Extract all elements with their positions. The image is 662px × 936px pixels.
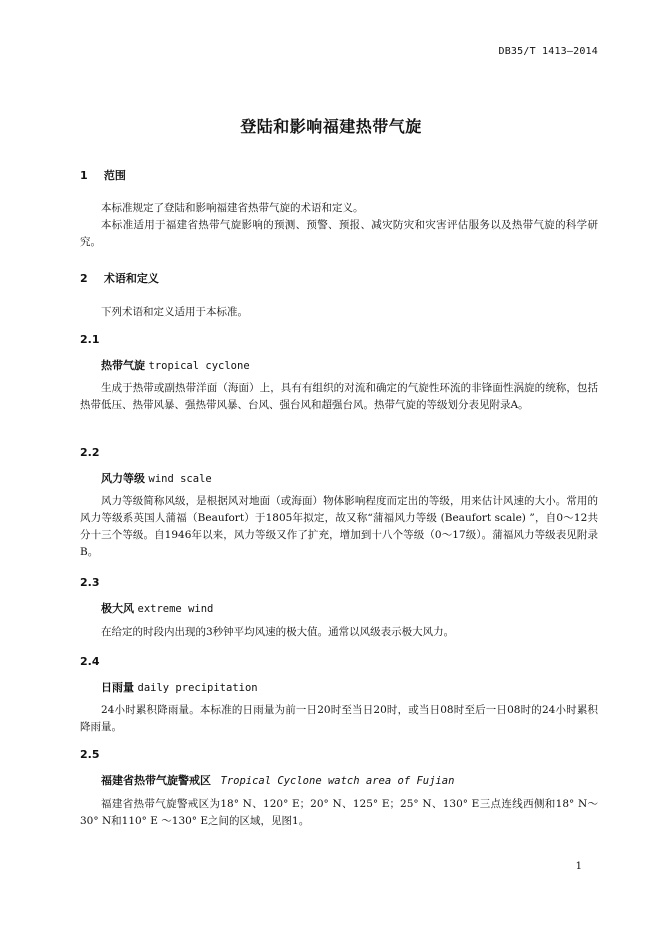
section-number: 2 xyxy=(80,272,88,285)
clause-number: 2.3 xyxy=(80,576,100,589)
paragraph: 生成于热带或副热带洋面（海面）上，具有有组织的对流和确定的气旋性环流的非锋面性涡旋的统称，包括热带低压、热带风暴、强热带风暴、台风、强台风和超强台风。热带气旋的等级划分表见附录A。 xyxy=(80,382,598,411)
term-english: wind scale xyxy=(148,473,212,485)
clause-number: 2.2 xyxy=(80,446,100,459)
term-chinese: 福建省热带气旋警戒区 xyxy=(101,774,211,787)
term-chinese: 极大风 xyxy=(101,602,134,615)
term-entry xyxy=(80,470,619,486)
term-definition xyxy=(80,702,598,736)
term-definition xyxy=(80,493,598,561)
term-definition xyxy=(80,380,598,414)
section-title: 范围 xyxy=(103,169,126,182)
clause-number: 2.4 xyxy=(80,655,100,668)
document-code: DB35/T 1413—2014 xyxy=(498,46,598,57)
paragraph: 风力等级简称风级，是根据风对地面（或海面）物体影响程度而定出的等级，用来估计风速的大小。常用的风力等级系英国人蒲福（Beaufort）于1805年拟定，故又称“蒲福风力等级 (Beaufort scale) ”，自0～12共分十三个等级。自1946年以来，风力等级又作了扩充，增加到十八个等级（0～17级）。蒲福风力等级表见附录B。 xyxy=(80,495,598,558)
document-title: 登陆和影响福建热带气旋 xyxy=(240,117,422,136)
term-entry xyxy=(80,679,619,695)
term-english: daily precipitation xyxy=(137,682,258,694)
paragraph: 本标准规定了登陆和影响福建省热带气旋的术语和定义。 xyxy=(101,202,364,214)
paragraph: 下列术语和定义适用于本标准。 xyxy=(101,306,248,318)
term-entry xyxy=(80,772,619,788)
clause-number: 2.1 xyxy=(80,333,100,346)
section-2-heading xyxy=(80,270,598,286)
section-number: 1 xyxy=(80,169,88,182)
term-definition xyxy=(80,796,598,830)
term-chinese: 热带气旋 xyxy=(101,359,145,372)
term-entry xyxy=(80,600,619,616)
section-1-heading xyxy=(80,167,598,183)
paragraph: 在给定的时段内出现的3秒钟平均风速的极大值。通常以风级表示极大风力。 xyxy=(101,626,455,638)
clause-number: 2.5 xyxy=(80,748,100,761)
paragraph: 24小时累积降雨量。本标准的日雨量为前一日20时至当日20时，或当日08时至后一日08时的24小时累积降雨量。 xyxy=(80,704,598,733)
term-entry xyxy=(80,357,619,373)
paragraph: 本标准适用于福建省热带气旋影响的预测、预警、预报、减灾防灾和灾害评估服务以及热带气旋的科学研究。 xyxy=(80,219,598,248)
term-chinese: 日雨量 xyxy=(101,681,134,694)
term-english: Tropical Cyclone watch area of Fujian xyxy=(220,775,455,787)
page-number: 1 xyxy=(575,861,582,872)
section-1-body xyxy=(80,200,598,251)
paragraph: 福建省热带气旋警戒区为18° N、120° E；20° N、125° E；25° N、130° E三点连线西侧和18° N～30° N和110° E ～130° E之间的区域，见图1。 xyxy=(80,798,598,827)
term-english: extreme wind xyxy=(137,603,214,615)
section-2-intro xyxy=(80,304,598,321)
term-chinese: 风力等级 xyxy=(101,472,145,485)
term-definition xyxy=(80,624,598,641)
term-english: tropical cyclone xyxy=(148,360,250,372)
section-title: 术语和定义 xyxy=(103,272,159,285)
